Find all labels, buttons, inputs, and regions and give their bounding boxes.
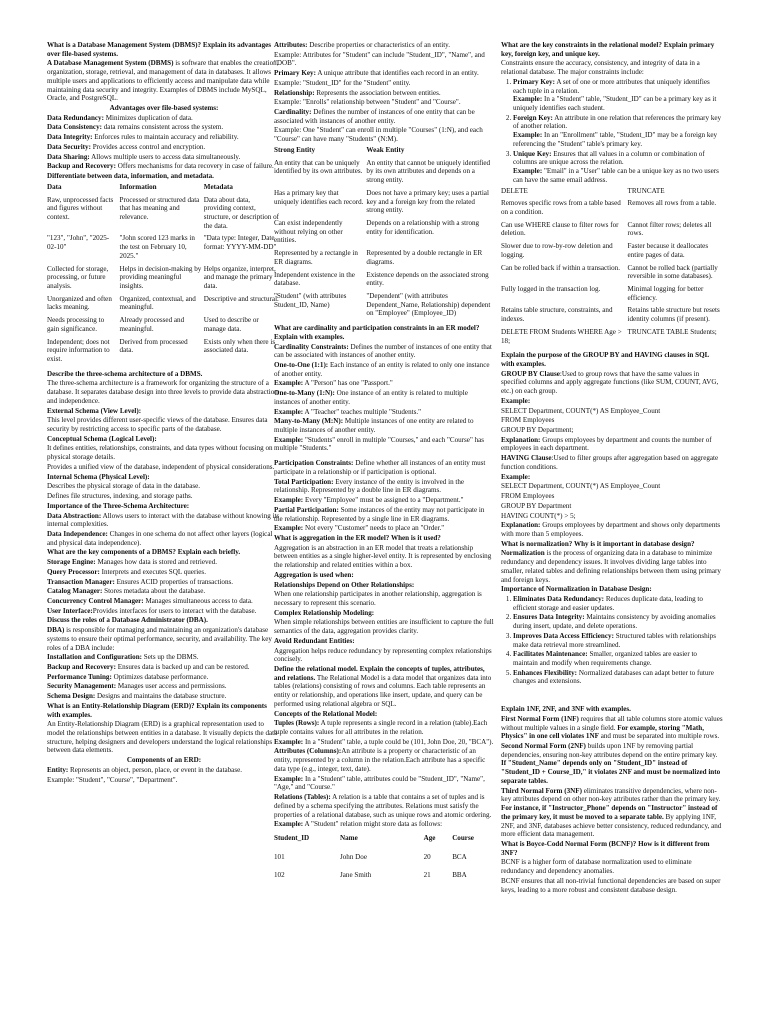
column-middle (274, 41, 494, 1016)
column-header: Course (452, 833, 474, 842)
components-list (47, 558, 281, 615)
table-row (274, 218, 494, 248)
table-cell: Has a primary key that uniquely identifies each record. (274, 188, 364, 206)
subheading: Importance of Normalization in Database Design: (501, 585, 652, 594)
sql-code-block (501, 482, 723, 520)
list-item: User Interface:Provides interfaces for users to interact with the database. (47, 606, 257, 615)
list-item: Many-to-Many (M:N): Multiple instances of one entity are related to multiple instances of another entity. (274, 417, 474, 435)
table-cell: Removes all rows from a table. (627, 199, 717, 208)
table-cell: Cannot filter rows; deletes all rows. (627, 220, 712, 238)
table-cell: Faster because it deallocates entire pages of data. (627, 242, 709, 259)
list-item: Schema Design: Designs and maintains the database structure. (47, 692, 227, 701)
table-cell: 101 (274, 852, 285, 861)
paragraph: Aggregation is an abstraction in an ER model that treats a relationship between entities as a single higher-level entity. It is represented by enclosing the relationship and related entities within a box. (274, 543, 492, 570)
delete-truncate-table (501, 186, 723, 349)
table-cell: "123", "John", "2025-02-10" (47, 234, 110, 252)
paragraph: Explanation: Groups employees by department and shows only departments with more than 5 employees. (501, 521, 721, 538)
paragraph: BCNF ensures that all non-trivial functional dependencies are based on super keys, leading to a more robust and consistent database design. (501, 876, 721, 894)
dbms-definition: A Database Management System (DBMS) is software that enables the creation, organization, storage, retrieval, and management of data in databases. It allows multiple users and applications to efficiently access and manipulate data while maintaining data security and integrity. Examples of DBMS include MySQL, Oracle, and PostgreSQL. (47, 59, 279, 103)
list-item: Backup and Recovery: Offers mechanisms for data recovery in case of failure. (47, 162, 274, 171)
paragraph: This level provides different user-specific views of the database. Ensures data security by restricting access to specific parts of the database. (47, 416, 268, 434)
paragraph: Example: "Student_ID" for the "Student" entity. (274, 78, 411, 87)
table-cell: 20 (423, 852, 431, 861)
table-cell: Exists only when there is associated data. (203, 337, 276, 355)
list-item: Security Management: Manages user access and permissions. (47, 682, 227, 691)
table-cell: TRUNCATE TABLE Students; (627, 327, 717, 336)
paragraph: Provides a unified view of the database, independent of physical considerations. (47, 462, 275, 471)
table-cell: Represented by a rectangle in ER diagrams. (274, 249, 358, 266)
list-item: Data Security: Provides access control and encryption. (47, 142, 206, 151)
list-item: Data Sharing: Allows multiple users to access data simultaneously. (47, 152, 241, 161)
table-cell: Processed or structured data that has meaning and relevance. (119, 195, 200, 221)
table-cell: Collected for storage, processing, or future analysis. (47, 264, 109, 290)
table-row (274, 188, 494, 218)
list-item: Data Redundancy: Minimizes duplication of data. (47, 113, 193, 122)
list-item: One-to-Many (1:N): One instance of an entity is related to multiple instances of another entity. (274, 389, 468, 406)
column-header: Age (423, 833, 436, 842)
subheading: Complex Relationship Modeling: (274, 608, 375, 617)
code-line: FROM Employees (501, 492, 555, 501)
paragraph: Defines file structures, indexing, and storage paths. (47, 492, 193, 501)
list-item: Attributes: Describe properties or characteristics of an entity. (274, 41, 451, 49)
list-item: Relations (Tables): A relation is a table that contains a set of tuples and is defined by a schema specifying the attributes. Relations must satisfy the properties of a relational database, such as unique rows and atomic ordering. (274, 793, 492, 819)
advantages-heading: Advantages over file-based systems: (109, 104, 219, 113)
table-row (501, 284, 723, 305)
list-item: Concurrency Control Manager: Manages simultaneous access to data. (47, 596, 253, 605)
list-item: 2. Foreign Key: An attribute in one relation that references the primary key of another relation. Example: In an "Enrollment" table, "Student_ID" may be a foreign key referencing the "Student" table's primary key. (513, 114, 723, 149)
table-row (47, 264, 281, 294)
code-line: SELECT Department, COUNT(*) AS Employee_Count (501, 482, 661, 491)
paragraph: Example: "Students" enroll in multiple "Courses," and each "Course" has multiple "Students." (274, 435, 485, 453)
paragraph: Example: Attributes for "Student" can include "Student_ID", "Name", and "DOB". (274, 50, 485, 68)
table-cell: Organized, contextual, and meaningful. (119, 294, 196, 312)
table-cell: Minimal logging for better efficiency. (627, 284, 704, 302)
paragraph: Example: In a "Student" table, attributes could be "Student_ID", "Name", "Age," and "Course." (274, 774, 485, 792)
list-item: Storage Engine: Manages how data is stored and retrieved. (47, 558, 218, 567)
table-cell: Jane Smith (340, 871, 372, 880)
table-row (501, 198, 723, 219)
table-header-row (274, 145, 494, 158)
list-item: 4. Facilitates Maintenance: Smaller, organized tables are easier to maintain and modify when requirements change. (513, 650, 723, 667)
list-item: Transaction Manager: Ensures ACID properties of transactions. (47, 577, 234, 586)
paragraph: It defines entities, relationships, constraints, and data types without focusing on physical storage details. (47, 444, 273, 462)
list-item: Data Abstraction: Allows users to interact with the database without knowing its internal complexities. (47, 511, 280, 529)
question-three-schema: Describe the three-schema architecture of a DBMS. (47, 369, 203, 378)
table-cell: Independent existence in the database. (274, 270, 355, 288)
table-cell: BBA (452, 871, 467, 880)
subheading: External Schema (View Level): (47, 406, 142, 415)
normalization-importance-list (501, 595, 723, 686)
table-cell: 102 (274, 871, 285, 880)
list-item: Catalog Manager: Stores metadata about the database. (47, 587, 206, 596)
table-cell: Can use WHERE clause to filter rows for deletion. (501, 220, 619, 238)
list-item: One-to-One (1:1): Each instance of an entity is related to only one instance of another entity. (274, 361, 490, 378)
question-normalization: What is normalization? Why is it important in database design? (501, 539, 695, 548)
list-item: 2. Ensures Data Integrity: Maintains consistency by avoiding anomalies during insert, update, and delete operations. (513, 613, 723, 630)
paragraph: Example: One "Student" can enroll in multiple "Courses" (1:N), and each "Course" can have many "Students" (N:M). (274, 126, 483, 144)
table-cell: Can be rolled back if within a transaction. (501, 263, 620, 272)
table-row (501, 263, 723, 284)
table-cell: Descriptive and structural. (203, 294, 279, 303)
table-row (274, 291, 494, 321)
table-cell: Retains table structure, constraints, and indexes. (501, 306, 613, 324)
data-info-metadata-table (47, 182, 281, 367)
table-cell: Unorganized and often lacks meaning. (47, 294, 112, 312)
table-cell: DELETE FROM Students WHERE Age > 18; (501, 327, 622, 345)
paragraph: Example: A "Person" has one "Passport." (274, 379, 393, 388)
table-row (501, 220, 723, 241)
list-item: Cardinality: Defines the number of instances of one entity that can be associated with instances of another entity. (274, 108, 475, 125)
table-cell: "Dependent" (with attributes Dependent_Name, Relationship) dependent on "Employee" (Employee_ID) (366, 291, 491, 318)
question-dba-roles: Discuss the roles of a Database Administrator (DBA). (47, 616, 208, 625)
question-relational-model: Define the relational model. Explain the concepts of tuples, attributes, and relations. (274, 665, 485, 682)
list-item: Data Integrity: Enforces rules to maintain accuracy and reliability. (47, 133, 239, 142)
table-cell: 21 (423, 871, 431, 880)
table-cell: Can exist independently without relying on other entities. (274, 218, 343, 245)
list-item: Entity: Represents an object, person, place, or event in the database. (47, 765, 243, 774)
column-left (47, 41, 281, 1016)
table-cell: Data about data, providing context, structure, or description of the data. (203, 195, 280, 230)
table-row (47, 294, 281, 315)
table-cell: An entity that cannot be uniquely identified by its own attributes and depends on a strong entity. (366, 158, 491, 185)
question-dbms-components: What are the key components of a DBMS? Explain each briefly. (47, 548, 241, 557)
table-header-row (47, 182, 281, 195)
column-header: Weak Entity (366, 145, 405, 154)
question-key-constraints: What are the key constraints in the relational model? Explain primary key, foreign key, and unique key. (501, 41, 715, 58)
table-cell: Helps organize, interpret, and manage the primary data. (203, 264, 276, 290)
column-header: Data (47, 182, 62, 191)
roles-list (47, 653, 281, 701)
subheading: Avoid Redundant Entities: (274, 636, 355, 645)
paragraph: An Entity-Relationship Diagram (ERD) is a graphical representation used to model the relationships between entities in a database. It visually depicts the data structure, helping designers and developers understand the logical relationships between data elements. (47, 720, 278, 755)
list-item: Installation and Configuration: Sets up the DBMS. (47, 653, 199, 662)
table-row (501, 327, 723, 348)
table-cell: Existence depends on the associated strong entity. (366, 270, 489, 288)
table-cell: Used to describe or manage data. (203, 316, 259, 333)
list-item: 1. Eliminates Data Redundancy: Reduces duplicate data, leading to efficient storage and easier updates. (513, 595, 723, 612)
question-dbms: What is a Database Management System (DBMS)? Explain its advantages over file-based systems. (47, 41, 272, 58)
paragraph: Example: Every "Employee" must be assigned to a "Department." (274, 496, 464, 505)
table-cell: Retains table structure but resets identity columns (if present). (627, 306, 720, 324)
question-aggregation: What is aggregation in the ER model? When is it used? (274, 533, 441, 542)
list-item: Cardinality Constraints: Defines the number of instances of one entity that can be associated with instances of another entity. (274, 342, 492, 360)
subheading: Aggregation is used when: (274, 570, 354, 579)
table-row (47, 195, 281, 234)
table-cell: Needs processing to gain significance. (47, 316, 105, 333)
list-item: Data Consistency: data remains consistent across the system. (47, 123, 224, 132)
subheading: Internal Schema (Physical Level): (47, 472, 150, 481)
strong-weak-entity-table (274, 145, 494, 321)
code-line: GROUP BY Department (501, 501, 572, 510)
list-item: Tuples (Rows): A tuple represents a single record in a relation (table).Each tuple contains values for all attributes in the relation. (274, 719, 488, 737)
table-row (274, 270, 494, 291)
table-row (47, 315, 281, 336)
paragraph: Example: In a "Student" table, a tuple could be (101, John Doe, 20, "BCA"). (274, 737, 494, 746)
list-item: 3. Improves Data Access Efficiency: Structured tables with relationships make data retrieval more streamlined. (513, 632, 723, 649)
paragraph: Constraints ensure the accuracy, consistency, and integrity of data in a relational database. The major constraints include: (501, 59, 700, 77)
table-row (274, 864, 494, 883)
question-erd: What is an Entity-Relationship Diagram (ERD)? Explain its components with examples. (47, 701, 267, 719)
paragraph: Explanation: Groups employees by department and counts the number of employees in each department. (501, 435, 712, 453)
paragraph: BCNF is a higher form of database normalization used to eliminate redundancy and dependency anomalies. (501, 858, 692, 876)
paragraph: HAVING Clause:Used to filter groups after aggregation based on aggregate function conditions. (501, 454, 719, 471)
keys-list (501, 78, 723, 185)
table-cell: Depends on a relationship with a strong entity for identification. (366, 218, 480, 236)
column-header: Name (340, 833, 358, 842)
column-header: Information (119, 182, 157, 191)
question-bcnf: What is Boyce-Codd Normal Form (BCNF)? How is it different from 3NF? (501, 839, 710, 857)
paragraph: Third Normal Form (3NF) eliminates transitive dependencies, where non-key attributes depend on other non-key attributes rather than the primary key. For instance, if "Instructor_Phone" depends on "Instructor" instead of the primary key, it must be moved to a separate table. By applying 1NF, 2NF, and 3NF, databases achieve better consistency, reduced redundancy, and more efficient data management. (501, 786, 722, 839)
list-item: Participation Constraints: Define whether all instances of an entity must participate in a relationship or if participation is optional. (274, 459, 486, 476)
paragraph: DBA) is responsible for managing and maintaining an organization's database systems to ensure their optimal performance, security, and availability. The key roles of a DBA include: (47, 626, 272, 652)
table-cell: Does not have a primary key; uses a partial key and a foreign key from the related strong entity. (366, 188, 489, 215)
list-item: 1. Primary Key: A set of one or more attributes that uniquely identifies each tuple in a relation. Example: In a "Student" table, "Student_ID" can be a primary key as it uniquely identifies each student. (513, 78, 723, 113)
table-row (47, 233, 281, 263)
paragraph: Describes the physical storage of data in the database. (47, 482, 201, 491)
table-row (274, 158, 494, 188)
table-cell: Removes specific rows from a table based on a condition. (501, 199, 621, 216)
table-cell: Cannot be rolled back (partially reversible in some databases). (627, 263, 718, 281)
table-cell: BCA (452, 852, 467, 861)
column-header: DELETE (501, 186, 528, 195)
list-item: Primary Key: A unique attribute that identifies each record in an entity. (274, 69, 479, 78)
question-normal-forms: Explain 1NF, 2NF, and 3NF with examples. (501, 705, 631, 714)
example-label: Example (501, 396, 528, 405)
paragraph: When simple relationships between entities are insufficient to capture the full semantics of the data, aggregation provides clarity. (274, 618, 494, 636)
table-row (501, 241, 723, 262)
table-cell: Derived from processed data. (119, 337, 188, 355)
table-header-row (274, 833, 494, 846)
table-cell: Helps in decision-making by providing meaningful insights. (119, 264, 202, 290)
paragraph: Example: Not every "Customer" needs to place an "Order." (274, 524, 445, 533)
subheading: Relationships Depend on Other Relationships: (274, 580, 415, 589)
table-header-row (501, 186, 723, 199)
paragraph: Example: A "Teacher" teaches multiple "Students." (274, 407, 422, 416)
table-cell: Fully logged in the transaction log. (501, 284, 601, 293)
question-data-info-meta: Differentiate between data, information, and metadata. (47, 172, 214, 181)
example-label: Example (501, 472, 528, 481)
paragraph: Example: "Student", "Course", "Department". (47, 775, 178, 784)
column-right: What are the key constraints in the relational model? Explain primary key, foreign key, and unique key. Constraints ensure the accuracy, consistency, and integrity of data in a relational database. The major constraints include: 1. Primary Key: A set of one or more attributes that uniquely identifies each tuple in a relation. Example: In a "Student" table, "Student_ID" can be a primary key as it uniquely identifies each student. 2. Foreign Key: An attribute in one relation that references the primary key of another relation. Example: In an "Enrollment" table, "Student_ID" may be a foreign key referencing the "Student" table's primary key. 3. Unique Key: Ensures that all values in a column or combination of columns are unique across the relation. Example: "Email" in a "User" table can be a unique key as no two users can have the same email address. DELETE TRUNCATE Removes specific rows from a table based on a condition. Removes all rows from a table. Can use WHERE clause to filter rows for deletion. Cannot filter rows; deletes all rows. Slower due to row-by-row deletion and logging. Faster because it deallocates entire pages of data. Can be rolled back if within a transaction. Cannot be rolled back (partially reversible in some databases). Fully logged in the transaction log. Minimal logging for better efficiency. Retains table structure, constraints, and indexes. Retains table structure but resets identity columns (if present). DELETE FROM Students WHERE Age > 18; TRUNCATE TABLE Students; Explain the purpose of the GROUP BY and HAVING clauses in SQL with examples. GROUP BY Clause:Used to group rows that have the same values in specified columns and apply aggregate functions (like SUM, COUNT, AVG, etc.) on each group. Example: SELECT Department, COUNT(*) AS Employee_Count FROM Employees GROUP BY Department; Explanation: Groups employees by department and counts the number of employees in each department. HAVING Clause:Used to filter groups after aggregation based on aggregate function conditions. Example: SELECT Department, COUNT(*) AS Employee_Count FROM Employees GROUP BY Department HAVING COUNT(*) > 5; Explanation: Groups employees by department and shows only departments with more than 5 employees. What is normalization? Why is it important in database design? Normalization is the process of organizing data in a database to minimize redundancy and dependency issues. It involves dividing large tables into smaller, related tables and defining relationships between them using primary and foreign keys. Importance of Normalization in Database Design: 1. Eliminates Data Redundancy: Reduces duplicate data, leading to efficient storage and easier updates. 2. Ensures Data Integrity: Maintains consistency by avoiding anomalies during insert, update, and delete operations. 3. Improves Data Access Efficiency: Structured tables with relationships make data retrieval more streamlined. 4. Facilitates Maintenance: Smaller, organized tables are easier to maintain and modify when requirements change. 5. Enhances Flexibility: Normalized databases can adapt better to future changes and extensions. Explain 1NF, 2NF, and 3NF with examples. First Normal Form (1NF) requires that all table columns store atomic values without multiple values in a single field. For example, storing "Math, Physics" in one cell violates 1NF and must be separated into multiple rows. Second Normal Form (2NF) builds upon 1NF by removing partial dependencies, ensuring non-key attributes depend on the entire primary key. If "Student_Name" depends only on "Student_ID" instead of "Student_ID + Course_ID," it violates 2NF and must be normalized into separate tables. Third Normal Form (3NF) eliminates transitive dependencies, where non-key attributes depend on other non-key attributes rather than the primary key. For instance, if "Instructor_Phone" depends on "Instructor" instead of the primary key, it must be moved to a separate table. By applying 1NF, 2NF, and 3NF, databases achieve better consistency, reduced redundancy, and more efficient data management. What is Boyce-Codd Normal Form (BCNF)? How is it different from 3NF? BCNF is a higher form of database normalization used to eliminate redundancy and dependency anomalies. BCNF ensures that all non-trivial functional dependencies are based on super keys, leading to a more robust and consistent database design. (501, 41, 723, 1016)
paragraph: First Normal Form (1NF) requires that all table columns store atomic values without multiple values in a single field. For example, storing "Math, Physics" in one cell violates 1NF and must be separated into multiple rows. (501, 714, 723, 741)
column-header: TRUNCATE (627, 186, 665, 195)
paragraph: Example: A "Student" relation might store data as follows: (274, 820, 443, 829)
paragraph: Example: "Enrolls" relationship between "Student" and "Course". (274, 98, 461, 107)
student-relation-table (274, 833, 494, 883)
column-header: Strong Entity (274, 145, 316, 154)
sql-code-block (501, 407, 723, 435)
code-line: HAVING COUNT(*) > 5; (501, 511, 576, 520)
subheading: Components of an ERD: (126, 756, 202, 765)
paragraph: When one relationship participates in another relationship, aggregation is necessary to represent this scenario. (274, 590, 482, 607)
list-item: Total Participation: Every instance of the entity is involved in the relationship. Represented by a double line in ER diagrams. (274, 477, 465, 495)
list-item: Data Independence: Changes in one schema do not affect other layers (logical and physical data independence). (47, 529, 273, 547)
table-row (274, 248, 494, 269)
subheading: Conceptual Schema (Logical Level): (47, 434, 157, 443)
list-item: Backup and Recovery: Ensures data is backed up and can be restored. (47, 663, 250, 671)
code-line: SELECT Department, COUNT(*) AS Employee_Count (501, 406, 661, 415)
question-cardinality-participation: What are cardinality and participation constraints in an ER model? Explain with examples. (274, 324, 480, 341)
list-item: Performance Tuning: Optimizes database performance. (47, 672, 209, 681)
table-cell: Independent; does not require information to exist. (47, 337, 110, 363)
table-row (274, 846, 494, 865)
column-header: Student_ID (274, 833, 310, 842)
table-row (47, 337, 281, 367)
code-line: FROM Employees (501, 416, 555, 425)
table-cell: John Doe (340, 852, 367, 861)
paragraph: Aggregation helps reduce redundancy by representing complex relationships concisely. (274, 646, 492, 664)
table-cell: Represented by a double rectangle in ER diagrams. (366, 249, 483, 266)
table-cell: An entity that can be uniquely identified by its own attributes. (274, 158, 363, 176)
paragraph: GROUP BY Clause:Used to group rows that have the same values in specified columns and apply aggregate functions (like SUM, COUNT, AVG, etc.) on each group. (501, 369, 719, 396)
paragraph: Normalization is the process of organizing data in a database to minimize redundancy and dependency issues. It involves dividing large tables into smaller, related tables and defining relationships between them using primary and foreign keys. (501, 549, 721, 584)
table-cell: "John scored 123 marks in the test on February 10, 2025." (119, 234, 195, 260)
subheading: Concepts of the Relational Model: (274, 709, 378, 718)
column-header: Metadata (203, 182, 233, 191)
list-item: 5. Enhances Flexibility: Normalized databases can adapt better to future changes and extensions. (513, 669, 723, 686)
paragraph: The three-schema architecture is a framework for organizing the structure of a database. It separates database design into three levels to provide data abstraction and independence. (47, 379, 278, 405)
paragraph: Define the relational model. Explain the concepts of tuples, attributes, and relations. The Relational Model is a data model that organizes data into tables (relations) consisting of rows and columns. Each table represents an entity or relationship, and operations like insert, update, and query can be performed using relational algebra or SQL. (274, 665, 492, 708)
code-line: GROUP BY Department; (501, 426, 574, 435)
table-cell: Raw, unprocessed facts and figures without context. (47, 195, 114, 221)
list-item: 3. Unique Key: Ensures that all values in a column or combination of columns are unique across the relation. Example: "Email" in a "User" table can be a unique key as no two users can have the same email address. (513, 150, 723, 185)
paragraph: Second Normal Form (2NF) builds upon 1NF by removing partial dependencies, ensuring non-key attributes depend on the entire primary key. If "Student_Name" depends only on "Student_ID" instead of "Student_ID + Course_ID," it violates 2NF and must be normalized into separate tables. (501, 742, 721, 785)
list-item: Partial Participation: Some instances of the entity may not participate in the relationship. Represented by a single line in ER diagrams. (274, 505, 485, 523)
table-cell: "Student" (with attributes Student_ID, Name) (274, 291, 347, 309)
list-item: Attributes (Columns):An attribute is a property or characteristic of an entity, represented by a column in the relation.Each attribute has a specific data type (e.g., integer, text, date). (274, 747, 486, 773)
table-cell: "Data type: Integer, Date format: YYYY-MM-DD" (203, 234, 277, 252)
list-item: Query Processor: Interprets and executes SQL queries. (47, 567, 206, 576)
table-cell: Already processed and meaningful. (119, 316, 185, 333)
subheading: Importance of the Three-Schema Architecture: (47, 501, 190, 510)
question-group-by-having: Explain the purpose of the GROUP BY and HAVING clauses in SQL with examples. (501, 351, 709, 368)
table-row (501, 305, 723, 326)
advantages-list (47, 114, 281, 171)
table-cell: Slower due to row-by-row deletion and logging. (501, 242, 613, 259)
list-item: Relationship: Represents the association between entities. (274, 88, 441, 97)
